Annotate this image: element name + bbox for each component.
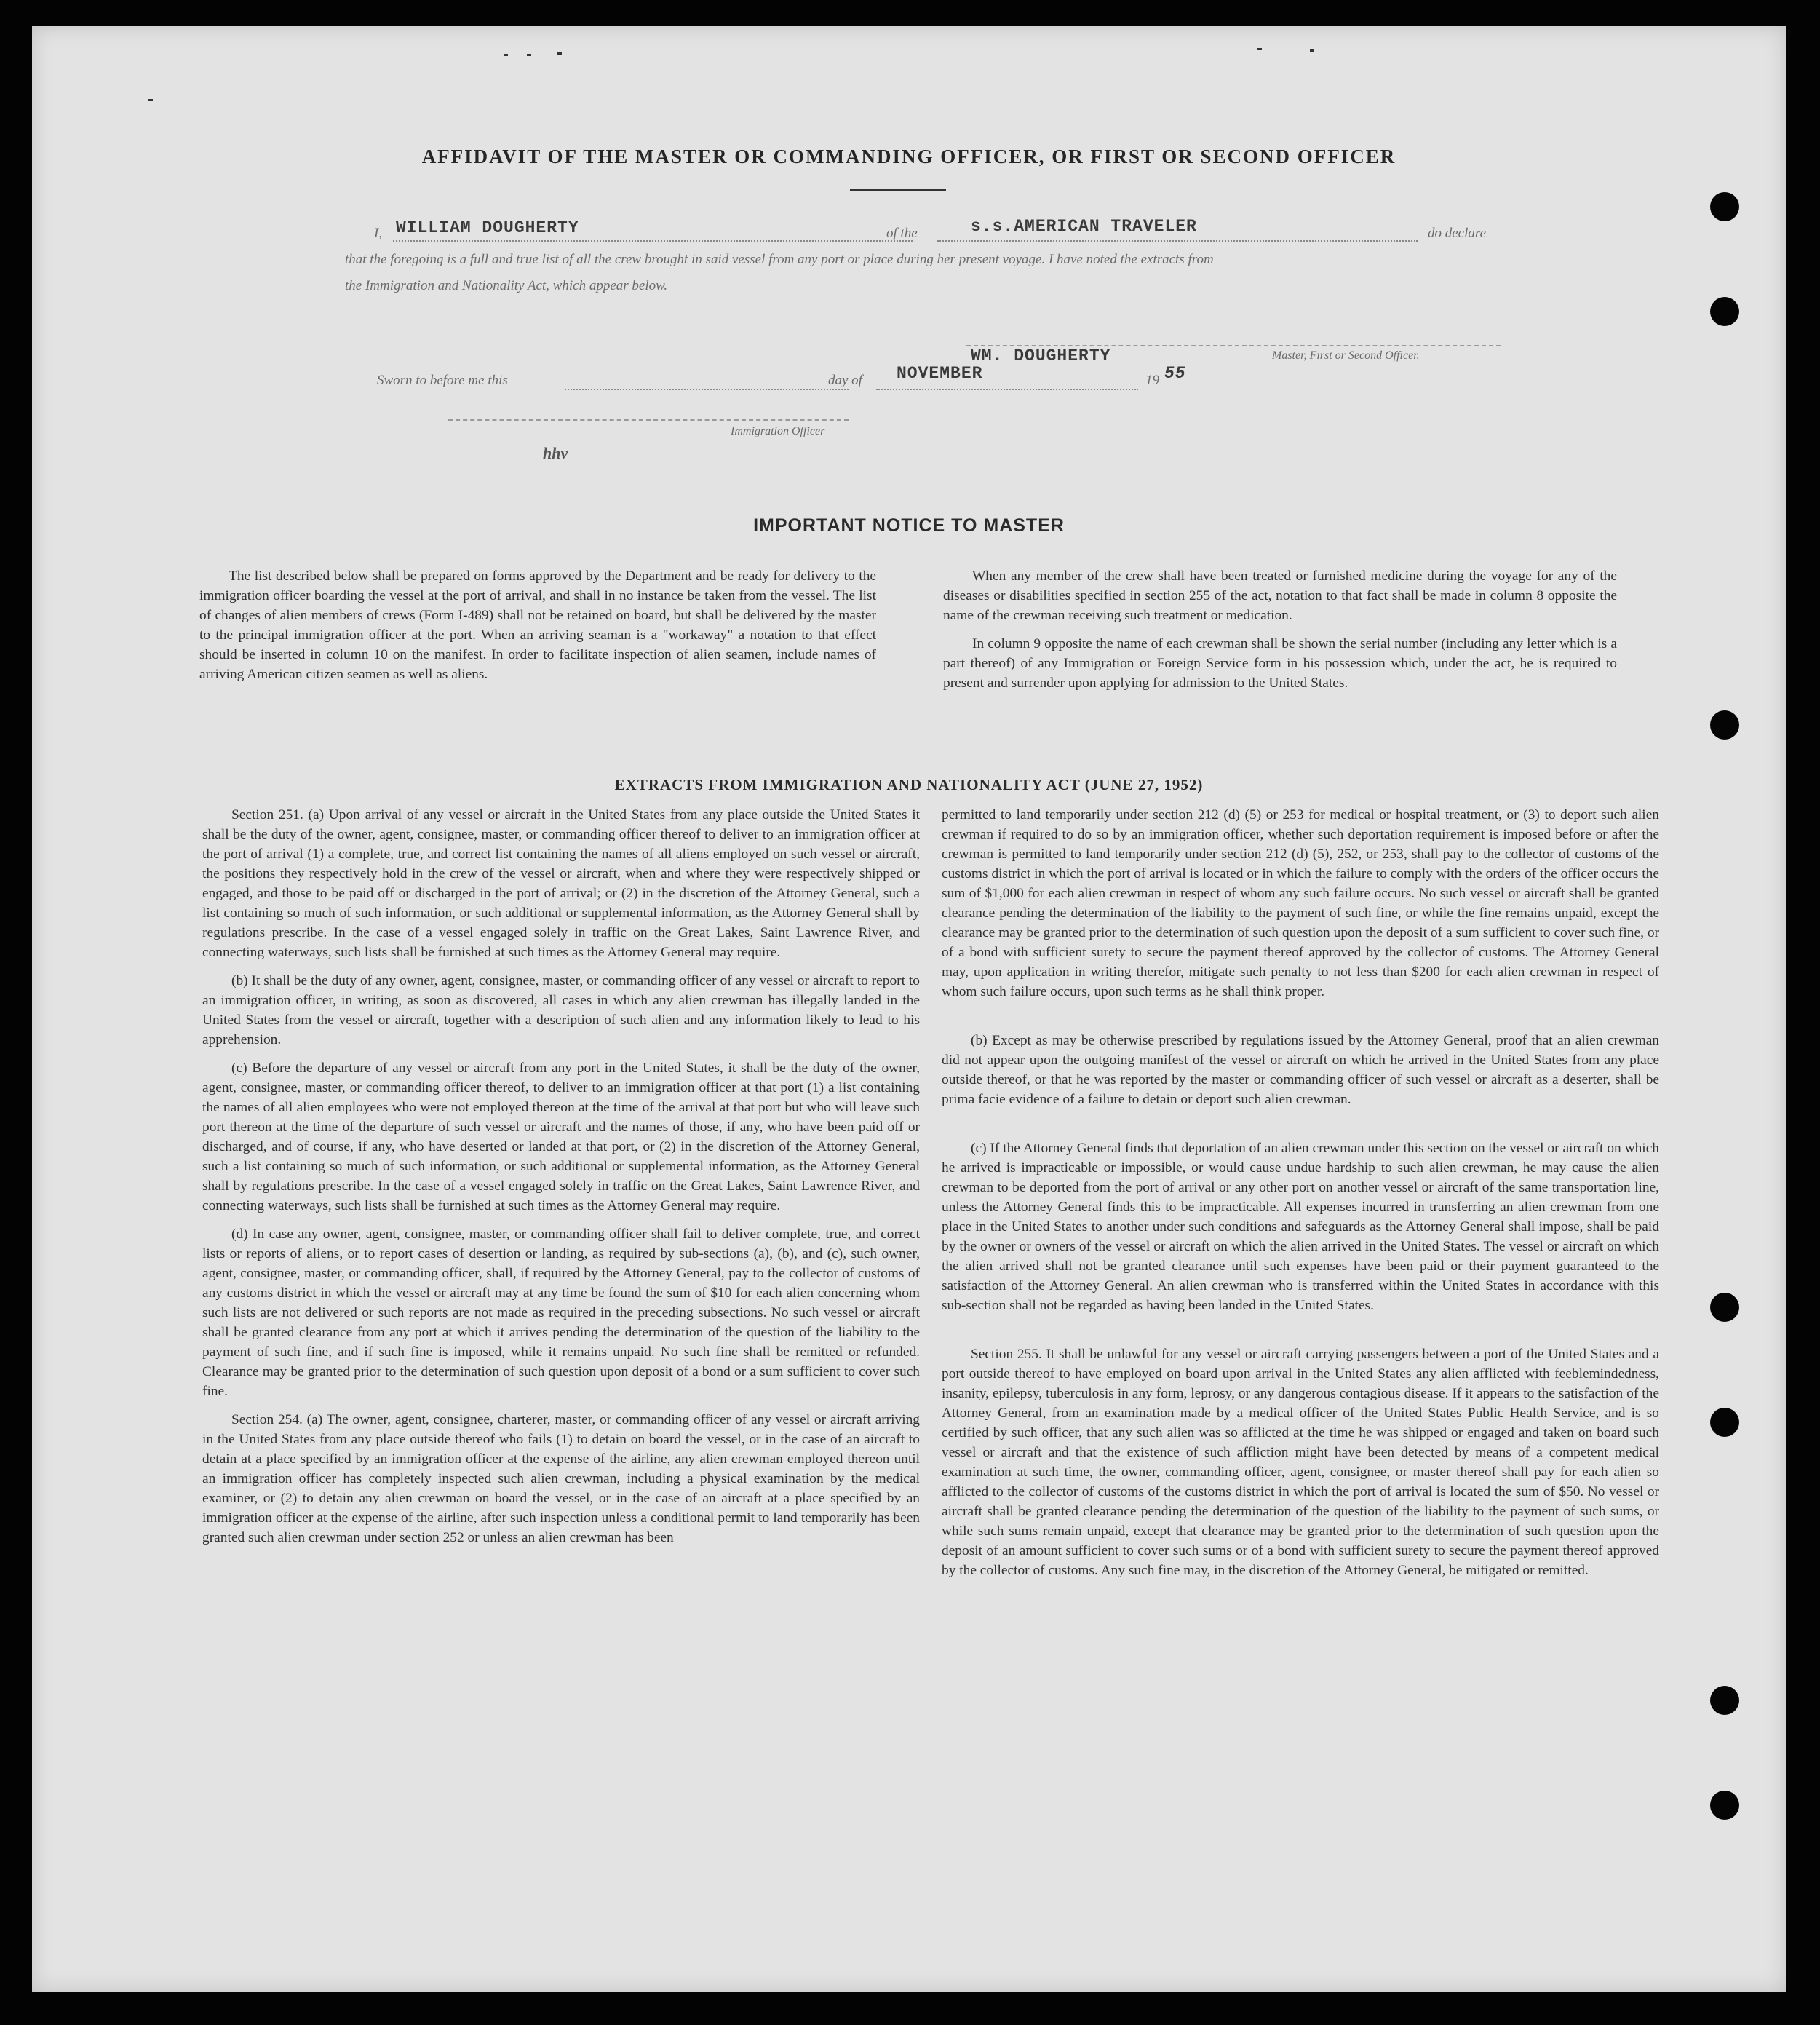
- i-label: I,: [374, 226, 383, 241]
- punch-hole: [1710, 297, 1739, 326]
- officer-caption: Immigration Officer: [731, 425, 825, 437]
- signature: WM. DOUGHERTY: [971, 346, 1111, 365]
- signature-caption: Master, First or Second Officer.: [1272, 349, 1420, 362]
- sworn-year: 55: [1164, 364, 1186, 383]
- notice-paragraph: In column 9 opposite the name of each crewman shall be shown the serial number (including any letter which is a part thereof) of any Immigration or Foreign Service form in his possession which, under the act, he is required to present and surrender upon applying for admission to the United States.: [943, 636, 1617, 691]
- extracts-left-column: [202, 805, 920, 1556]
- notice-right-column: [943, 566, 1617, 702]
- act-section-paragraph: (c) If the Attorney General finds that deportation of an alien crewman under this section on the vessel or aircraft on which he arrived is impracticable or impossible, or would cause undue hardship to such alien crewman, he may cause the alien crewman to be deported from the port of arrival or any other port on another vessel or aircraft of the same transportation line, unless the Attorney General finds this to be impracticable. All expenses incurred in transferring an alien crewman from one place in the United States to another under such conditions and safeguards as the Attorney General shall impose, shall be paid by the owner or owners of the vessel or aircraft on which the alien arrived in the United States. The vessel or aircraft on which the alien arrived shall not be granted clearance until such expenses have been paid or their payment guaranteed to the satisfaction of the Attorney General. An alien crewman who is transferred within the United States in accordance with this sub-section shall not be regarded as having been landed in the United States.: [942, 1141, 1659, 1313]
- affidavit-line-2: that the foregoing is a full and true list of all the crew brought in said vessel from any port or place during her present voyage. I have noted the extracts from: [345, 252, 1214, 267]
- month-underline: [876, 389, 1138, 390]
- scan-speck: [1310, 49, 1314, 52]
- sworn-month: NOVEMBER: [897, 364, 983, 383]
- notice-title: IMPORTANT NOTICE TO MASTER: [753, 515, 1065, 536]
- punch-hole: [1710, 1791, 1739, 1820]
- act-section-paragraph: Section 251. (a) Upon arrival of any vessel or aircraft in the United States from any place outside the United States it shall be the duty of the owner, agent, consignee, master, or commanding officer thereof to deliver to an immigration officer at the port of arrival (1) a complete, true, and correct list containing the names of all aliens employed on such vessel or aircraft, the positions they respectively hold in the crew of the vessel or aircraft, when and where they were respectively shipped or engaged, and those to be paid off or discharged in the port of arrival; or (2) in the discretion of the Attorney General, such a list containing so much of such information, or such additional or supplemental information, as the Attorney General shall by regulations prescribe. In the case of a vessel engaged solely in traffic on the Great Lakes, Saint Lawrence River, and connecting waterways, such lists shall be furnished at such times as the Attorney General may require.: [202, 807, 920, 960]
- act-section-paragraph: Section 254. (a) The owner, agent, consignee, charterer, master, or commanding officer of any vessel or aircraft arriving in the United States from any place outside thereof who fails (1) to detain on board the vessel, or in the case of an aircraft to detain at a place specified by an immigration officer at the expense of the airline, any alien crewman employed thereon until an immigration officer has completely inspected such alien crewman, including a physical examination by the medical examiner, or (2) to detain any alien crewman on board the vessel, or in the case of an aircraft at a place specified by an immigration officer at the expense of the airline, after such inspection unless a conditional permit to land temporarily has been granted such alien crewman under section 252 or unless an alien crewman has been: [202, 1412, 920, 1545]
- year-prefix: 19: [1145, 373, 1159, 388]
- scan-speck: [504, 54, 508, 56]
- act-section-paragraph: Section 255. It shall be unlawful for any vessel or aircraft carrying passengers between a port of the United States and a port outside thereof to have employed on board upon arrival in the United States any alien afflicted with feeblemindedness, insanity, epilepsy, tuberculosis in any form, leprosy, or any dangerous contagious disease. If it appears to the satisfaction of the Attorney General, from an examination made by a medical officer of the United States Public Health Service, and is so certified by such officer, that any such alien was so afflicted at the time he was shipped or engaged and taken on board such vessel or aircraft and that the existence of such affliction might have been detected by means of a competent medical examination at such time, the owner, commanding officer, agent, consignee, or master thereof shall pay for each alien so afflicted to the collector of customs of the customs district in which the port of arrival is located the sum of $50. No vessel or aircraft shall be granted clearance pending the determination of the question of the liability to the payment of such sums, or while such sums remain unpaid, except that clearance may be granted prior to the determination of such question upon the deposit of an amount sufficient to cover such sums or of a bond with sufficient surety to secure the payment thereof approved by the collector of customs. Any such fine may, in the discretion of the Attorney General, be mitigated or remitted.: [942, 1347, 1659, 1578]
- punch-hole: [1710, 1686, 1739, 1715]
- scan-speck: [527, 54, 531, 56]
- day-of-label: day of: [828, 373, 862, 388]
- extracts-right-column: [942, 805, 1659, 1589]
- punch-hole: [1710, 1293, 1739, 1322]
- scan-speck: [1257, 48, 1262, 50]
- extracts-title: EXTRACTS FROM IMMIGRATION AND NATIONALITY ACT (JUNE 27, 1952): [614, 776, 1204, 793]
- notice-paragraph: The list described below shall be prepared on forms approved by the Department and be ready for delivery to the immigration officer boarding the vessel at the port of arrival, and shall in no instance be taken from the vessel. The list of changes of alien members of crews (Form I-489) shall not be retained on board, but shall be delivered by the master to the principal immigration officer at the port. When an arriving seaman is a "workaway" a notation to that effect should be inserted in column 10 on the manifest. In order to facilitate inspection of alien seamen, include names of arriving American citizen seamen as well as aliens.: [199, 568, 876, 682]
- punch-hole: [1710, 192, 1739, 221]
- notice-left-column: [199, 566, 876, 693]
- document-page: [32, 26, 1786, 1992]
- officer-initials: hhv: [543, 444, 568, 462]
- of-the-label: of the: [886, 226, 918, 241]
- master-name: WILLIAM DOUGHERTY: [396, 218, 579, 237]
- vessel-underline: [937, 240, 1418, 242]
- scan-speck: [148, 99, 153, 101]
- punch-hole: [1710, 710, 1739, 740]
- officer-signature-line: [448, 419, 849, 421]
- name-underline: [393, 240, 913, 242]
- notice-paragraph: When any member of the crew shall have been treated or furnished medicine during the voyage for any of the diseases or disabilities specified in section 255 of the act, notation to that fact shall be made in column 8 opposite the name of the crewman receiving such treatment or medication.: [943, 568, 1617, 623]
- sworn-day-underline: [565, 389, 849, 390]
- affidavit-line-3: the Immigration and Nationality Act, which appear below.: [345, 278, 668, 293]
- act-section-paragraph: (b) It shall be the duty of any owner, agent, consignee, master, or commanding officer of any vessel or aircraft to report to an immigration officer, in writing, as soon as discovered, all cases in which any alien crewman has illegally landed in the United States from the vessel or aircraft, together with a description of such alien and any information likely to lead to his apprehension.: [202, 973, 920, 1047]
- punch-hole: [1710, 1408, 1739, 1437]
- act-section-paragraph: (b) Except as may be otherwise prescribed by regulations issued by the Attorney General, proof that an alien crewman did not appear upon the outgoing manifest of the vessel or aircraft on which he arrived in the United States from any place outside thereof, or that he was reported by the master or commanding officer of such vessel or aircraft as a deserter, shall be prima facie evidence of a failure to detain or deport such alien crewman.: [942, 1033, 1659, 1107]
- scan-speck: [557, 52, 562, 55]
- act-section-paragraph: permitted to land temporarily under section 212 (d) (5) or 253 for medical or hospital treatment, or (3) to deport such alien crewman if required to do so by an immigration officer, whether such deportation requirement is imposed before or after the crewman is permitted to land temporarily under section 212 (d) (5), 252, or 253, shall pay to the collector of customs of the customs district in which the port of arrival is located or in which the failure to comply with the orders of the officer occurs the sum of $1,000 for each alien crewman in respect of whom any such failure occurs. No such vessel or aircraft shall be granted clearance pending the determination of the liability to the payment of such fine, or while the fine remains unpaid, except the clearance may be granted prior to the determination of such question upon the deposit of a sum sufficient to cover such fine, or of a bond with sufficient surety to secure the payment thereof approved by the collector of customs. The Attorney General may, upon application in writing therefor, mitigate such penalty to not less than $200 for each alien crewman in respect of whom such failure occurs, upon such terms as he shall think proper.: [942, 807, 1659, 999]
- do-declare-label: do declare: [1428, 226, 1487, 241]
- vessel-name: s.s.AMERICAN TRAVELER: [971, 217, 1197, 236]
- act-section-paragraph: (d) In case any owner, agent, consignee, master, or commanding officer shall fail to deliver complete, true, and correct lists or reports of aliens, or to report cases of desertion or landing, as required by sub-sections (a), (b), and (c), such owner, agent, consignee, master, or commanding officer, shall, if required by the Attorney General, pay to the collector of customs of any customs district in which the vessel or aircraft may at any time be found the sum of $10 for each alien concerning whom such lists are not delivered or such reports are not made as required in the preceding subsections. No such vessel or aircraft shall be granted clearance from any port at which it arrives pending the determination of the question of the liability to the payment of such fine, and if such fine is imposed, while it remains unpaid. No such fine shall be remitted or refunded. Clearance may be granted prior to the determination of such question upon deposit of a bond or a sum sufficient to cover such fine.: [202, 1227, 920, 1399]
- affidavit-title: AFFIDAVIT OF THE MASTER OR COMMANDING OFFICER, OR FIRST OR SECOND OFFICER: [421, 146, 1396, 167]
- title-rule: [850, 189, 946, 191]
- act-section-paragraph: (c) Before the departure of any vessel or aircraft from any port in the United States, it shall be the duty of the owner, agent, consignee, master, or commanding officer thereof, to deliver to an immigration officer at that port (1) a list containing the names of all alien employees who were not employed thereon at the time of the arrival at that port but who will leave such port thereon at the time of the departure of such vessel or aircraft and the names of those, if any, who have been paid off or discharged, and of course, if any, who have deserted or landed at that port, or (2) in the discretion of the Attorney General, such a list containing so much of such information, or such additional or supplemental information, as the Attorney General shall by regulations prescribe. In the case of a vessel engaged solely in traffic on the Great Lakes, Saint Lawrence River, and connecting waterways, such lists shall be furnished at such times as the Attorney General may require.: [202, 1061, 920, 1213]
- sworn-label: Sworn to before me this: [377, 373, 508, 388]
